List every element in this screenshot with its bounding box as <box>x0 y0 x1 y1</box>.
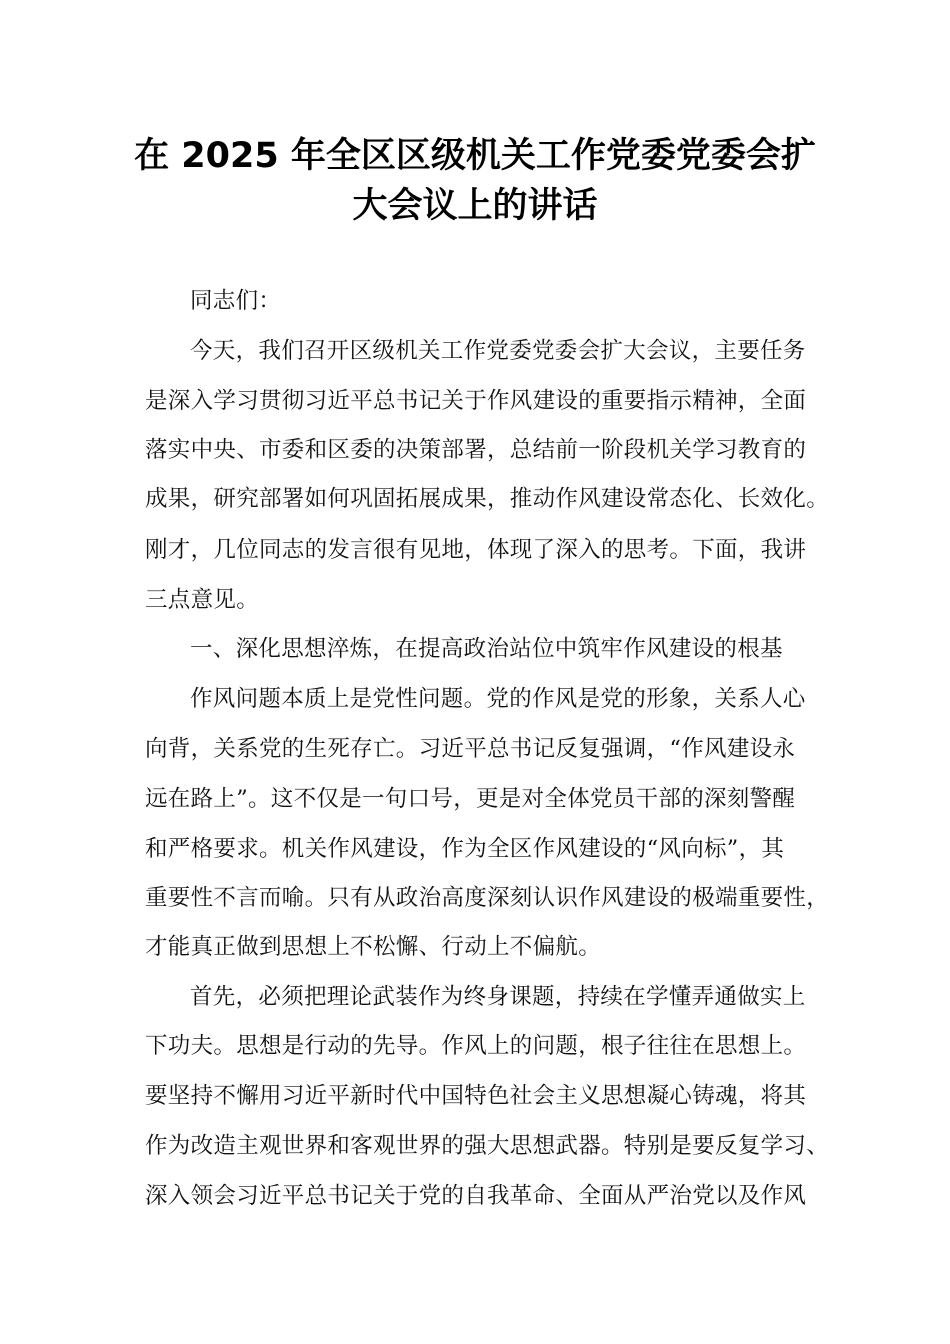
paragraph-line: 今天，我们召开区级机关工作党委党委会扩大会议，主要任务 <box>190 338 806 364</box>
paragraph-line: 远在路上”。这不仅是一句口号，更是对全体党员干部的深刻警醒 <box>145 786 796 812</box>
paragraph-line: 刚才，几位同志的发言很有见地，体现了深入的思考。下面，我讲 <box>145 537 807 563</box>
paragraph-line: 深入领会习近平总书记关于党的自我革命、全面从严治党以及作风 <box>145 1183 807 1209</box>
paragraph-line: 是深入学习贯彻习近平总书记关于作风建设的重要指示精神，全面 <box>145 388 807 414</box>
title-line-1: 在 2025 年全区区级机关工作党委党委会扩 <box>134 136 816 176</box>
paragraph-line: 成果，研究部署如何巩固拓展成果，推动作风建设常态化、长效化。 <box>145 486 830 512</box>
paragraph-line: 向背，关系党的生死存亡。习近平总书记反复强调，“作风建设永 <box>145 736 796 762</box>
salutation: 同志们： <box>190 288 282 314</box>
paragraph-line: 才能真正做到思想上不松懈、行动上不偏航。 <box>145 934 602 960</box>
title-line-2: 大会议上的讲话 <box>352 186 598 226</box>
paragraph-line: 下功夫。思想是行动的先导。作风上的问题，根子往往在思想上。 <box>145 1033 807 1059</box>
paragraph-line: 落实中央、市委和区委的决策部署，总结前一阶段机关学习教育的 <box>145 437 807 463</box>
paragraph-line: 要坚持不懈用习近平新时代中国特色社会主义思想凝心铸魂，将其 <box>145 1083 807 1109</box>
paragraph-line: 重要性不言而喻。只有从政治高度深刻认识作风建设的极端重要性， <box>145 885 830 911</box>
paragraph-line: 三点意见。 <box>145 587 260 613</box>
paragraph-line: 作风问题本质上是党性问题。党的作风是党的形象，关系人心 <box>190 686 806 712</box>
section-heading: 一、深化思想淬炼，在提高政治站位中筑牢作风建设的根基 <box>190 636 783 662</box>
paragraph-line: 作为改造主观世界和客观世界的强大思想武器。特别是要反复学习、 <box>145 1133 830 1159</box>
paragraph-line: 和严格要求。机关作风建设，作为全区作风建设的“风向标”，其 <box>145 836 785 862</box>
paragraph-line: 首先，必须把理论武装作为终身课题，持续在学懂弄通做实上 <box>190 984 806 1010</box>
